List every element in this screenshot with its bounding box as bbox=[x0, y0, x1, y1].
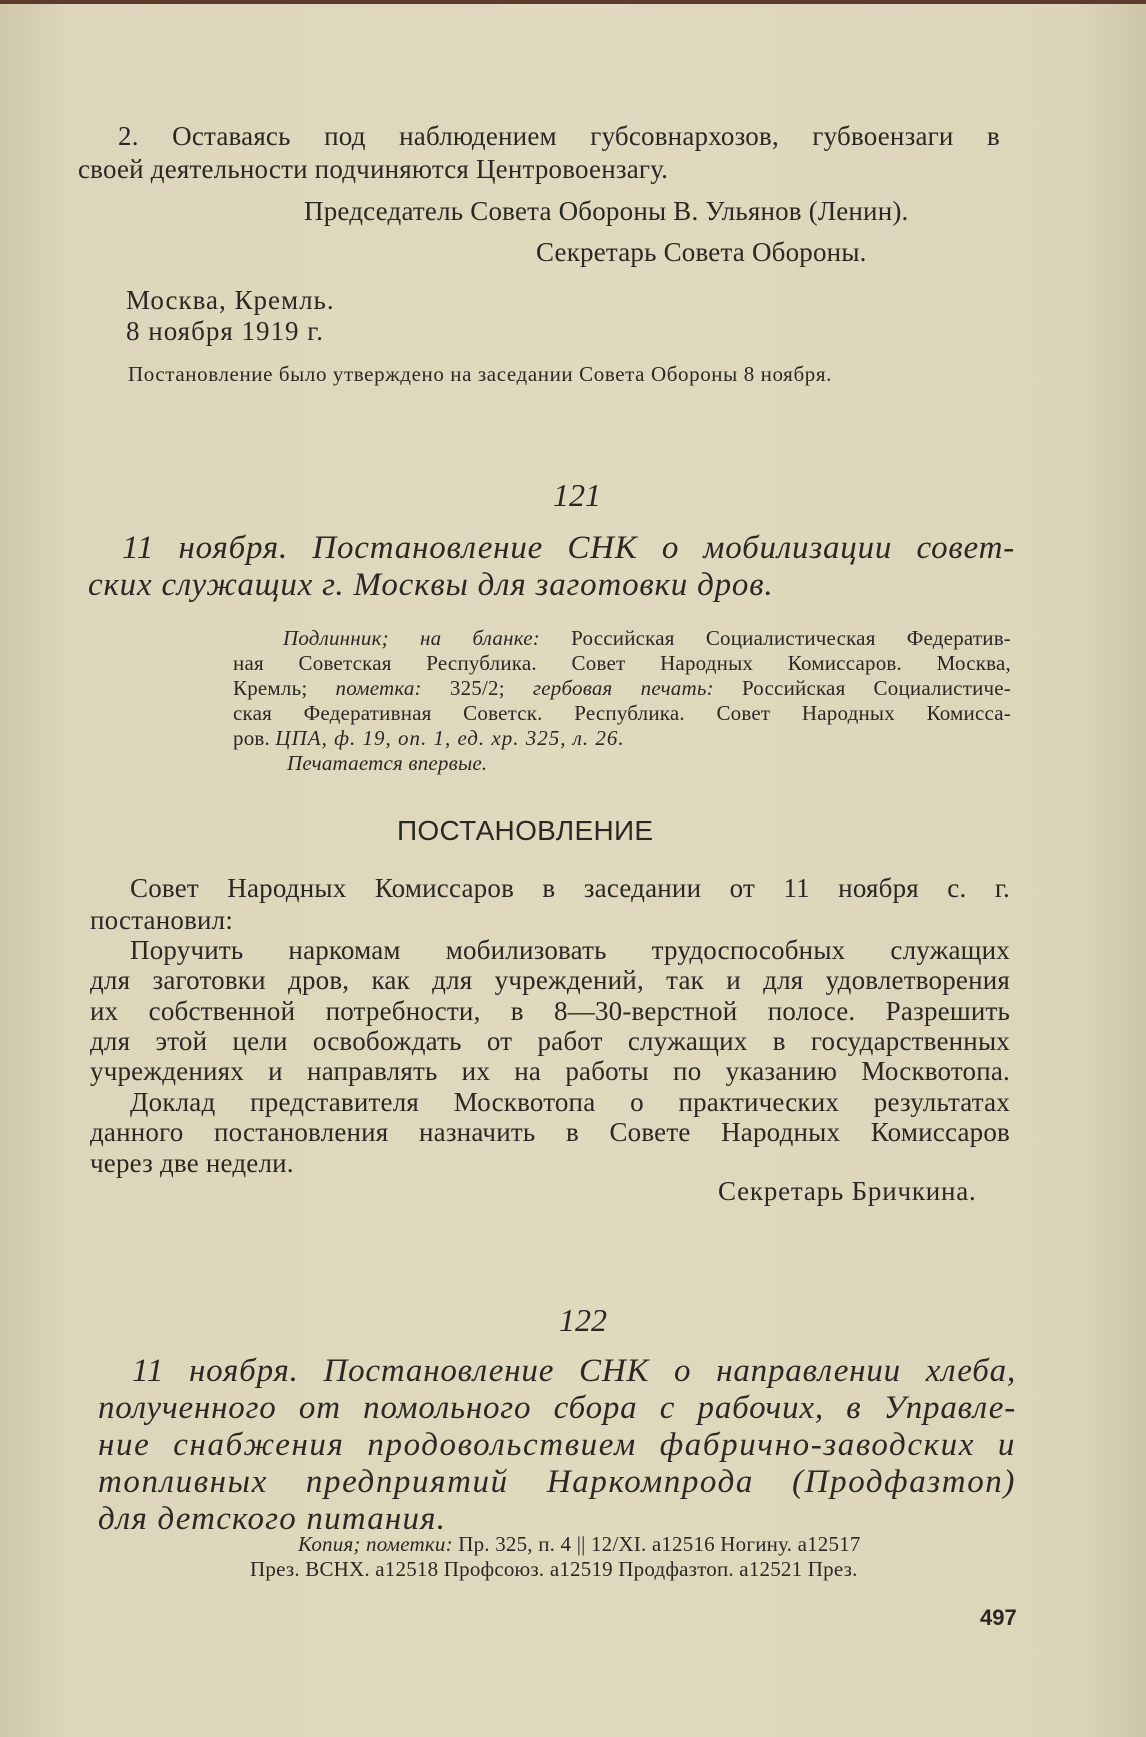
body-line: Поручить наркомам мобилизовать трудоспособных служащих bbox=[130, 935, 1010, 965]
document-title-line: ских служащих г. Москвы для заготовки дров. bbox=[88, 567, 774, 603]
body-line: данного постановления назначить в Совете Народных Комиссаров bbox=[90, 1117, 1010, 1147]
body-line: их собственной потребности, в 8—30-верстной полосе. Разрешить bbox=[90, 996, 1010, 1026]
source-note-line: През. ВСНХ. а12518 Профсоюз. а12519 Продфазтоп. а12521 През. bbox=[250, 1557, 858, 1581]
source-note-line bbox=[233, 726, 625, 751]
body-line: для этой цели освобождать от работ служащих в государственных bbox=[90, 1026, 1010, 1056]
source-text: Пр. 325, п. 4 || 12/XI. а12516 Ногину. а12517 bbox=[458, 1532, 861, 1556]
source-text: Российская Социалистиче- bbox=[741, 676, 1011, 700]
source-note-line: ная Советская Республика. Совет Народных Комиссаров. Москва, bbox=[233, 651, 1011, 675]
place-line: Москва, Кремль. bbox=[126, 285, 335, 315]
body-line: Совет Народных Комиссаров в заседании от 11 ноября с. г. bbox=[130, 873, 1010, 903]
page-number: 497 bbox=[980, 1605, 1017, 1630]
chairman-signature: Председатель Совета Обороны В. Ульянов (Ленин). bbox=[304, 196, 909, 226]
source-label: гербовая печать: bbox=[532, 676, 714, 700]
document-title-line: ние снабжения продовольствием фабрично-заводских и bbox=[98, 1427, 1016, 1463]
secretary-signature: Секретарь Совета Обороны. bbox=[536, 237, 867, 267]
body-line: через две недели. bbox=[90, 1148, 294, 1178]
source-label: пометка: bbox=[335, 676, 422, 700]
body-line: для заготовки дров, как для учреждений, так и для удовлетворения bbox=[90, 965, 1010, 995]
document-title-line: 11 ноября. Постановление СНК о мобилизации совет- bbox=[122, 530, 1015, 566]
document-title-line: полученного от помольного сбора с рабочих, в Управле- bbox=[98, 1390, 1016, 1426]
source-label: Подлинник; на бланке: bbox=[283, 626, 540, 650]
paragraph-line: 2. Оставаясь под наблюдением губсовнархозов, губвоензаги в bbox=[118, 121, 1000, 151]
document-title-line: топливных предприятий Наркомпрода (Продфазтоп) bbox=[98, 1464, 1016, 1500]
body-line: Доклад представителя Москвотопа о практических результатах bbox=[130, 1087, 1010, 1117]
source-text: 325/2; bbox=[449, 676, 505, 700]
document-number: 122 bbox=[559, 1302, 607, 1338]
source-note-line bbox=[298, 1532, 861, 1557]
document-title-line: для детского питания. bbox=[98, 1501, 447, 1537]
document-number: 121 bbox=[553, 477, 601, 513]
section-title: ПОСТАНОВЛЕНИЕ bbox=[397, 815, 654, 846]
source-note-line: ская Федеративная Советск. Республика. Совет Народных Комисса- bbox=[233, 701, 1011, 725]
source-label: Копия; пометки: bbox=[298, 1532, 453, 1556]
archive-reference: ЦПА, ф. 19, оп. 1, ед. хр. 325, л. 26. bbox=[275, 726, 625, 750]
secretary-signature: Секретарь Бричкина. bbox=[718, 1176, 977, 1206]
date-line: 8 ноября 1919 г. bbox=[126, 316, 325, 346]
source-text: Кремль; bbox=[233, 676, 308, 700]
body-line: учреждениях и направлять их на работы по указанию Москвотопа. bbox=[90, 1056, 1010, 1086]
page-top-edge bbox=[0, 0, 1146, 4]
source-note-line bbox=[233, 676, 1011, 701]
printed-first-note: Печатается впервые. bbox=[287, 751, 488, 775]
document-title-line: 11 ноября. Постановление СНК о направлении хлеба, bbox=[132, 1353, 1016, 1389]
source-text: Российская Социалистическая Федератив- bbox=[571, 626, 1011, 650]
source-note-line bbox=[283, 626, 1011, 651]
source-text: ров. bbox=[233, 726, 270, 750]
approval-note: Постановление было утверждено на заседании Совета Обороны 8 ноября. bbox=[128, 362, 832, 386]
paragraph-line: своей деятельности подчиняются Центровоензагу. bbox=[78, 154, 669, 184]
body-line: постановил: bbox=[90, 905, 234, 935]
